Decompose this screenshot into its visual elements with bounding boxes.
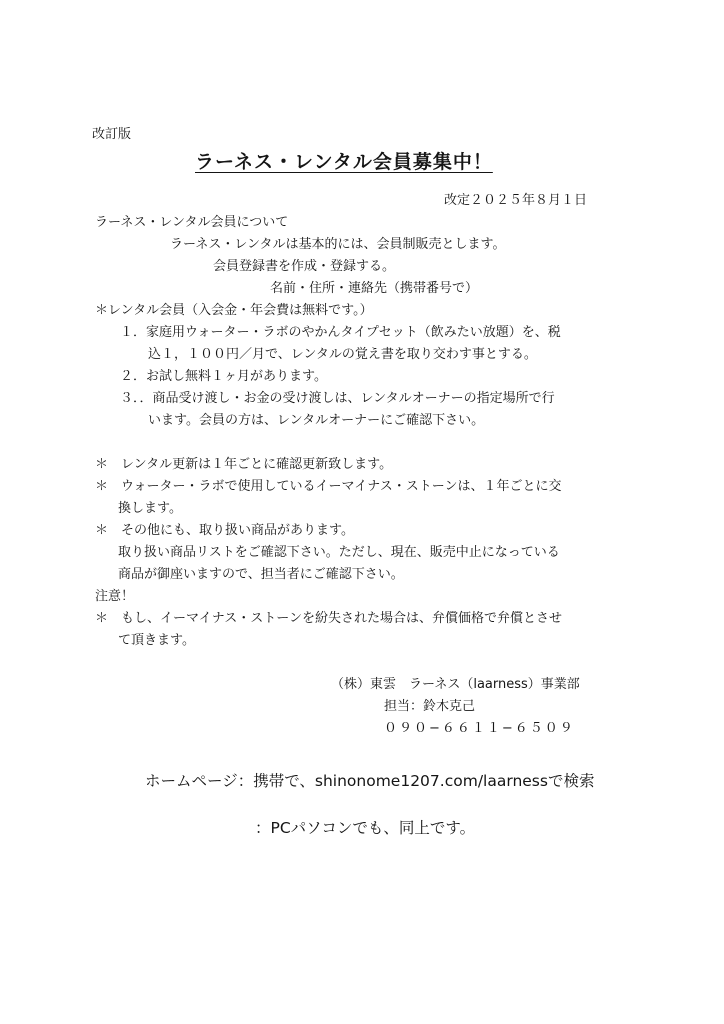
rental-item-2: ２．お試し無料１ヶ月があります。 (120, 369, 327, 384)
page-title: ラーネス・レンタル会員募集中！ (195, 151, 493, 173)
caution-line-1: ＊ もし、イーマイナス・ストーンを紛失された場合は、弁償価格で弁償とさせ (95, 611, 562, 626)
contact-phone: ０９０−６６１１−６５０９ (384, 721, 575, 736)
rental-item-1-line-1: １．家庭用ウォーター・ラボのやかんタイプセット（飲みたい放題）を、税 (120, 325, 561, 340)
about-line-2: 会員登録書を作成・登録する。 (213, 259, 396, 274)
company-name: （株）東雲 ラーネス（laarness）事業部 (331, 677, 580, 692)
rental-item-3-line-2: います。会員の方は、レンタルオーナーにご確認下さい。 (148, 413, 485, 428)
homepage-line-2: ：PCパソコンでも、同上です。 (255, 819, 476, 837)
about-line-3: 名前・住所・連絡先（携帯番号で） (270, 281, 479, 296)
note-3-line-2: 取り扱い商品リストをご確認下さい。ただし、現在、販売中止になっている (118, 545, 560, 560)
note-3-line-3: 商品が御座いますので、担当者にご確認下さい。 (118, 567, 404, 582)
rental-item-3-line-1: ３．．商品受け渡し・お金の受け渡しは、レンタルオーナーの指定場所で行 (120, 391, 555, 406)
note-2-line-1: ＊ ウォーター・ラボで使用しているイーマイナス・ストーンは、１年ごとに交 (95, 479, 562, 494)
note-1: ＊ レンタル更新は１年ごとに確認更新致します。 (95, 457, 393, 472)
rental-heading: ＊レンタル会員（入会金・年会費は無料です。） (95, 303, 373, 318)
about-line-1: ラーネス・レンタルは基本的には、会員制販売とします。 (170, 237, 506, 252)
caution-line-2: て頂きます。 (118, 633, 195, 648)
rental-item-1-line-2: 込１，１００円／月で、レンタルの覚え書を取り交わす事とする。 (148, 347, 537, 362)
contact-person: 担当：鈴木克己 (384, 699, 476, 714)
caution-heading: 注意！ (95, 589, 135, 604)
note-3-line-1: ＊ その他にも、取り扱い商品があります。 (95, 523, 354, 538)
homepage-line-1: ホームページ：携帯で、shinonome1207.com/laarnessで検索 (145, 772, 595, 790)
about-heading: ラーネス・レンタル会員について (95, 215, 289, 230)
note-2-line-2: 換します。 (118, 501, 182, 516)
revision-date: 改定２０２５年８月１日 (444, 193, 588, 208)
revision-label: 改訂版 (92, 127, 132, 142)
